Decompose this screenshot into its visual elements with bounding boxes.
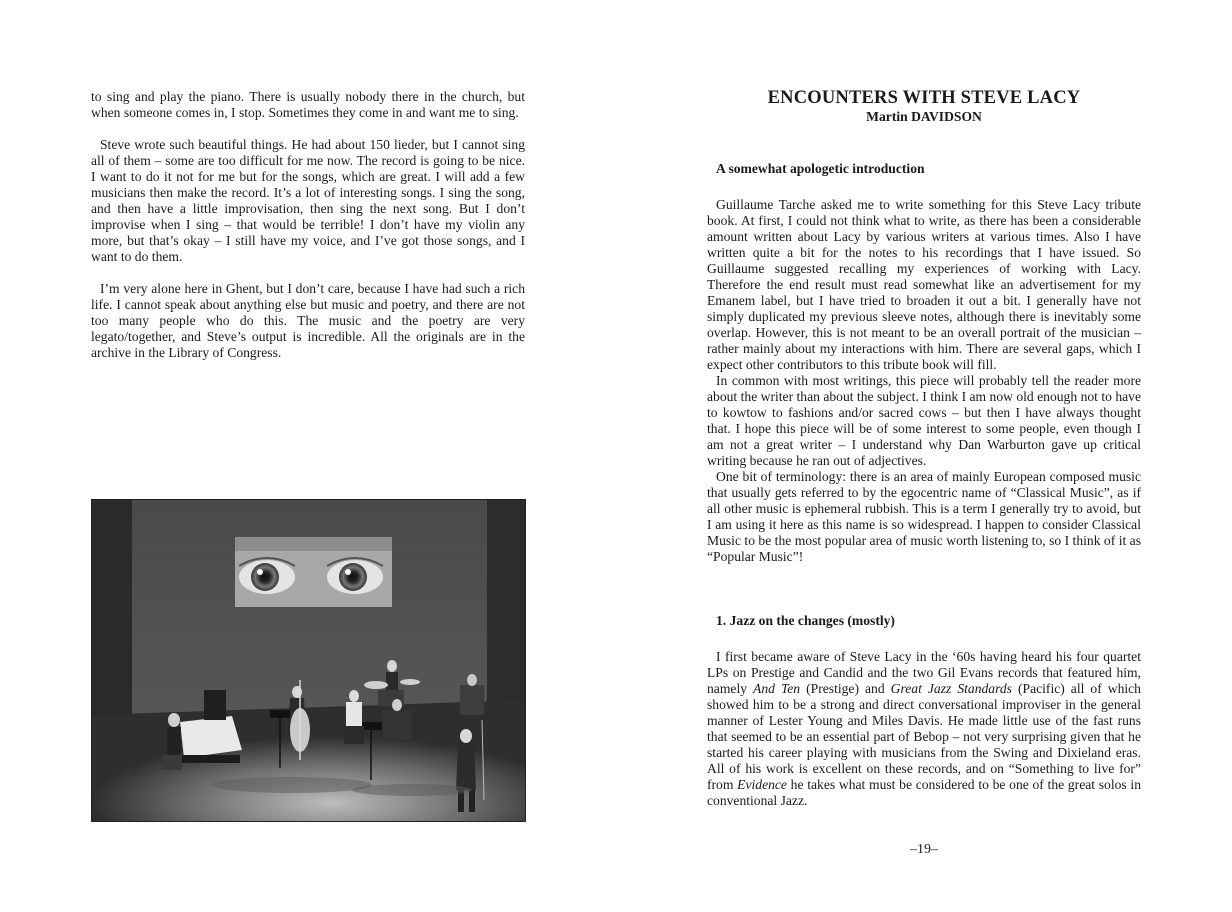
intro-text-block	[707, 197, 1141, 565]
left-text-block	[91, 89, 525, 361]
right-page	[616, 0, 1232, 912]
album-title-and-ten: And Ten	[753, 681, 801, 696]
section-heading-jazz: 1. Jazz on the changes (mostly)	[716, 613, 895, 628]
left-paragraph-3: I’m very alone here in Ghent, but I don’t care, because I have had such a rich life. I cannot speak about anything else but music and poetry, and there are not too many people who do this. The music and the poetry are very legato/together, and Steve’s output is incredible. All the originals are in the archive in the Library of Congress.	[91, 281, 525, 360]
article-title: ENCOUNTERS WITH STEVE LACY	[767, 88, 1081, 108]
section-heading-intro: A somewhat apologetic introduction	[716, 161, 925, 176]
left-paragraph-2: Steve wrote such beautiful things. He had about 150 lieder, but I cannot sing all of them – some are too difficult for me now. The record is going to be nice. I want to do it not for me but for the songs, which are great. I will add a few musicians then make the record. It’s a lot of interesting songs. I sing the song, and then have a little improvisation, then sing the next song. But I don’t improvise when I sing – that would be terrible! I don’t have my violin any more, but that’s okay – I still have my voice, and I’ve got those songs, and I want to do them.	[91, 137, 525, 264]
jazz-paragraph-1	[707, 649, 1141, 809]
album-title-great-jazz-standards: Great Jazz Standards	[890, 681, 1012, 696]
page-number: –19–	[910, 842, 938, 857]
jazz-text-block	[707, 649, 1141, 809]
jazz-text-c: (Pacific) all of which showed him to be a strong and direct conversational improviser in the general manner of Lester Young and Miles Davis. He made little use of the fast runs that seemed to be an essential part of Bebop – not very surprising given that he started his career playing with musicians from the Swing and Dixieland eras. All of his work is excellent on these records, and on “Something to live for” from	[707, 681, 1141, 792]
concert-stage-image	[92, 500, 525, 821]
intro-paragraph-2: In common with most writings, this piece will probably tell the reader more about the writer than about the subject. I think I am now old enough not to have to kowtow to fashions and/or sacred cows – but then I have always thought that. I hope this piece will be of some interest to some people, even though I am not a great writer – I understand why Dan Warburton gave up critical writing because he ran out of adjectives.	[707, 373, 1141, 468]
concert-photo	[91, 499, 526, 822]
jazz-text-a: I first became aware of Steve Lacy in the ‘60s having heard his four quartet LPs on Prestige and Candid and the two Gil Evans records that featured him, namely	[707, 649, 1141, 696]
jazz-text-b: (Prestige) and	[800, 681, 891, 696]
album-title-evidence: Evidence	[737, 777, 787, 792]
article-author: Martin DAVIDSON	[866, 109, 982, 124]
jazz-text-d: he takes what must be considered to be one of the great solos in conventional Jazz.	[707, 777, 1141, 808]
intro-paragraph-3: One bit of terminology: there is an area of mainly European composed music that usually gets referred to by the egocentric name of “Classical Music”, as if all other music is ephemeral rubbish. This is a term I generally try to avoid, but I am using it here as this name is so widespread. I happen to consider Classical Music to be the most popular area of music worth listening to, so I think of it as “Popular Music”!	[707, 469, 1141, 564]
intro-paragraph-1: Guillaume Tarche asked me to write something for this Steve Lacy tribute book. At first, I could not think what to write, as there has been a considerable amount written about Lacy by various writers at various times. Also I have written quite a bit for the notes to his recordings that I have issued. So Guillaume suggested recalling my experiences of working with Lacy. Therefore the end result must read somewhat like an advertisement for my Emanem label, but I have tried to broaden it out a bit. I generally have not simply duplicated my previous sleeve notes, although there is inevitably some overlap. However, this is not meant to be an overall portrait of the musician – rather mainly about my interactions with him. There are several gaps, which I expect other contributors to this tribute book will fill.	[707, 197, 1141, 372]
left-paragraph-1: to sing and play the piano. There is usually nobody there in the church, but when someone comes in, I stop. Sometimes they come in and want me to sing.	[91, 89, 525, 120]
